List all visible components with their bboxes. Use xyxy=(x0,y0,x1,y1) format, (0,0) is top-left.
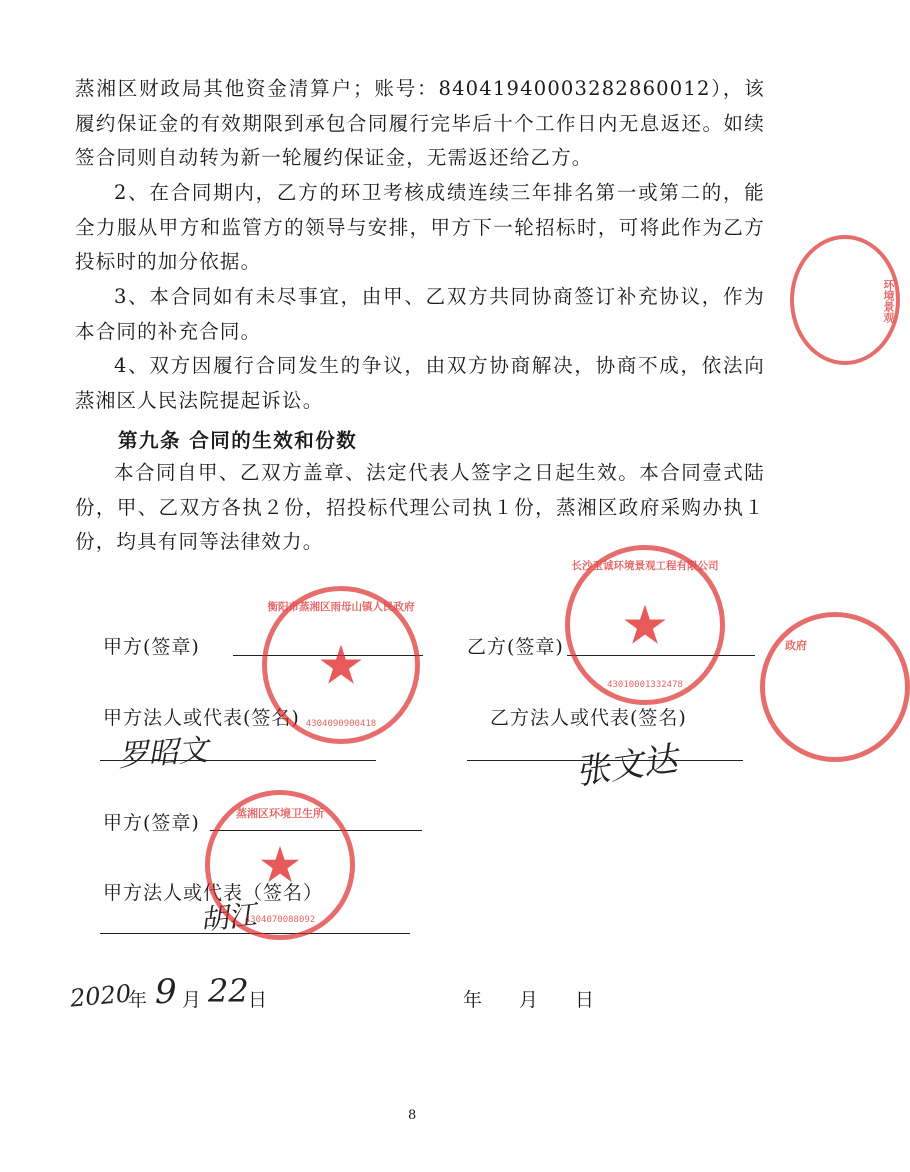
party-a-rep-line xyxy=(100,760,376,761)
paragraph-clause-2: 2、在合同期内，乙方的环卫考核成绩连续三年排名第一或第二的，能全力服从甲方和监管方的领导与安排，甲方下一轮招标时，可将此作为乙方投标时的加分依据。 xyxy=(75,181,765,273)
date-year-handwritten: 2020 xyxy=(68,979,133,1013)
party-a-seal-label: 甲方(签章) xyxy=(103,636,200,658)
seal-yumushan-town-government: 衡阳市蒸湘区雨母山镇人民政府 ★ 4304090900418 xyxy=(262,586,420,744)
party-a2-seal-label: 甲方(签章) xyxy=(103,812,200,834)
party-b-seal-label: 乙方(签章) xyxy=(467,636,564,658)
article-9-heading: 第九条 合同的生效和份数 xyxy=(118,429,358,452)
date-day-char: 日 xyxy=(248,989,269,1011)
date-day-handwritten: 22 xyxy=(208,972,249,1010)
party-a2-rep-signature: 胡江 xyxy=(198,898,258,937)
paragraph-deposit: 蒸湘区财政局其他资金清算户；账号：84041940003282860012），该履约保证金的有效期限到承包合同履行完毕后十个工作日内无息返还。如续签合同则自动转为新一轮履约保证金，无需返还给乙方。 xyxy=(75,77,765,169)
seal-edge-margin: 环境景观 xyxy=(790,235,900,365)
seal-changsha-yucheng-company: 长沙玉诚环境景观工程有限公司 ★ 43010001332478 xyxy=(565,545,725,705)
paragraph-clause-4: 4、双方因履行合同发生的争议，由双方协商解决，协商不成，依法向蒸湘区人民法院提起诉讼。 xyxy=(75,354,765,412)
date-year-char: 年 xyxy=(128,989,149,1011)
date-month-handwritten: 9 xyxy=(155,972,177,1012)
party-b-rep-signature: 张文达 xyxy=(573,739,680,793)
party-a-rep-signature: 罗昭文 xyxy=(117,732,210,775)
date-month-char: 月 xyxy=(182,989,203,1011)
party-b-rep-label: 乙方法人或代表(签名) xyxy=(490,707,687,729)
party-b-rep-line xyxy=(467,760,743,761)
seal-sanitation-station: 蒸湘区环境卫生所 ★ 4304070088092 xyxy=(205,790,355,940)
page-number: 8 xyxy=(408,1108,417,1123)
party-a-rep-label: 甲方法人或代表(签名) xyxy=(103,707,300,729)
party-a2-rep-label: 甲方法人或代表（签名） xyxy=(103,882,324,904)
paragraph-effectiveness: 本合同自甲、乙双方盖章、法定代表人签字之日起生效。本合同壹式陆份，甲、乙双方各执２份，招投标代理公司执１份，蒸湘区政府采购办执１份，均具有同等法律效力。 xyxy=(75,461,765,553)
paragraph-clause-3: 3、本合同如有未尽事宜，由甲、乙双方共同协商签订补充协议，作为本合同的补充合同。 xyxy=(75,285,765,343)
seal-edge-government: 政府 xyxy=(760,612,910,762)
date-right-year-char: 年 xyxy=(463,989,484,1011)
date-right-day-char: 日 xyxy=(575,989,596,1011)
date-right-month-char: 月 xyxy=(519,989,540,1011)
